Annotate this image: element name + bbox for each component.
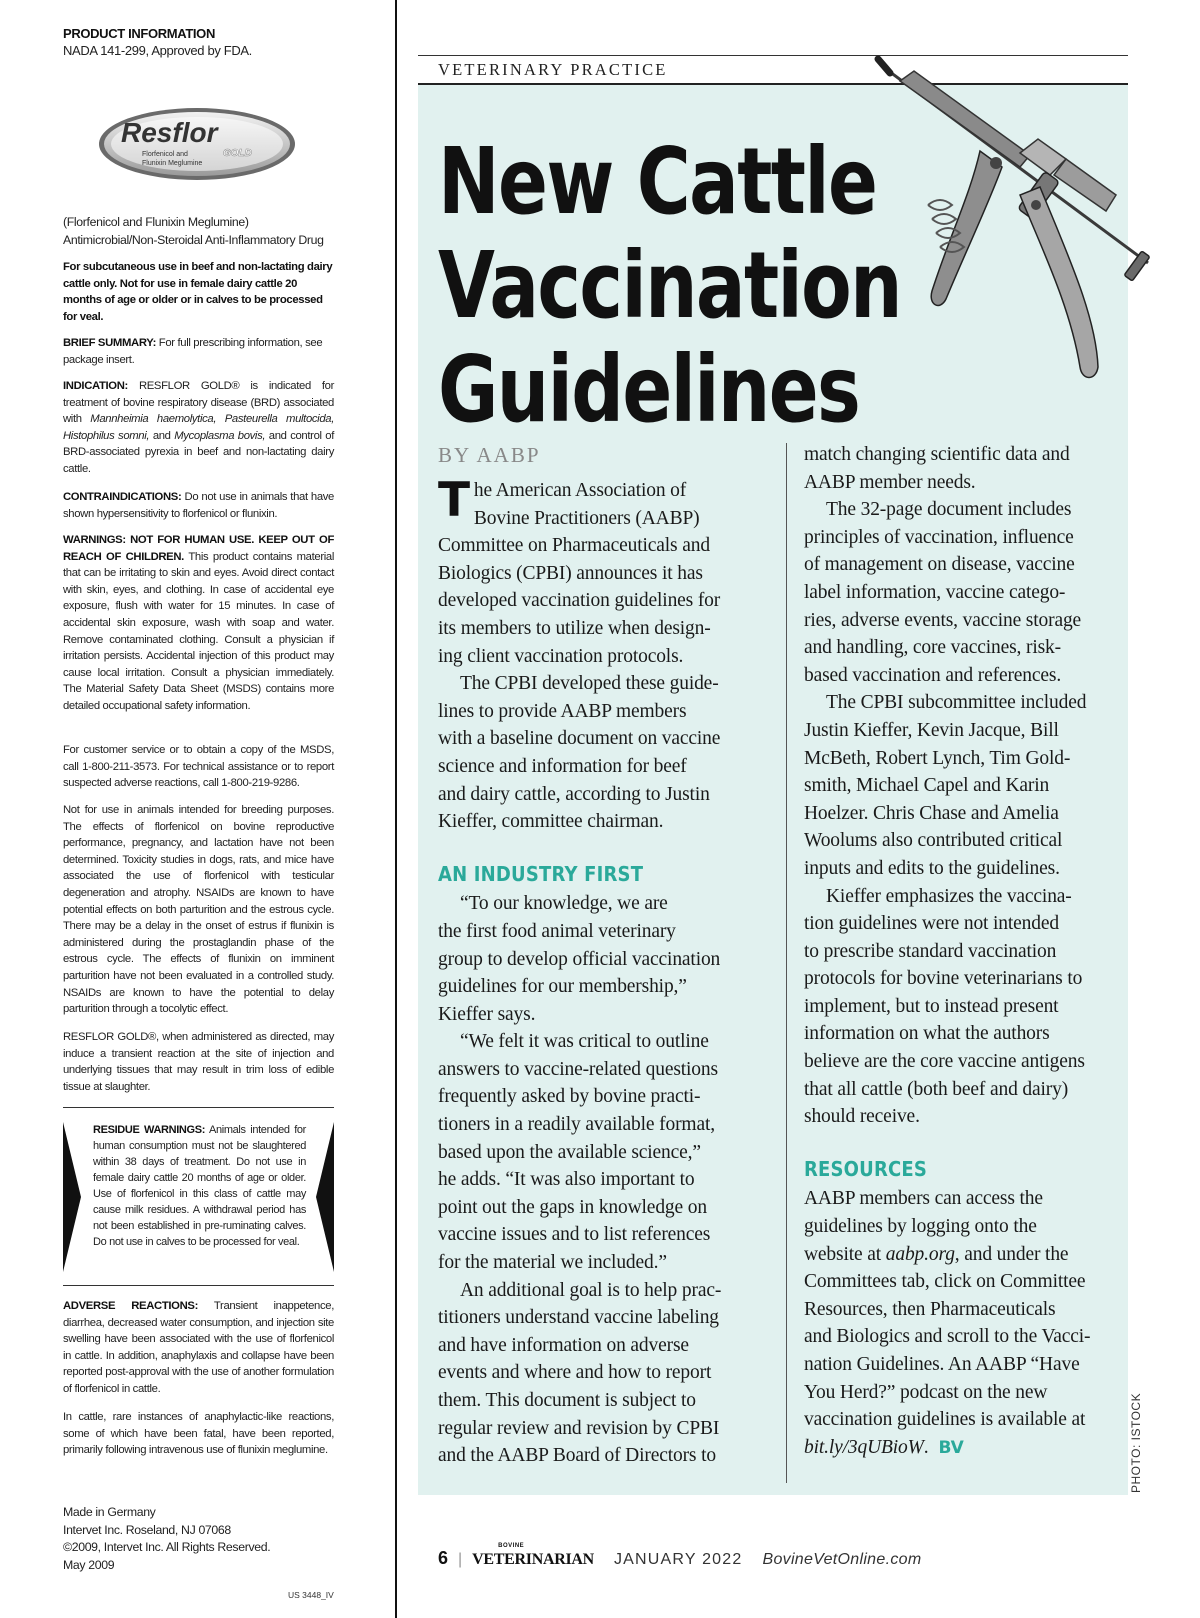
body-line: McBeth, Robert Lynch, Tim Gold- xyxy=(804,747,1071,769)
body-line: and the AABP Board of Directors to xyxy=(438,1445,716,1467)
anaphylactic-reactions-text: In cattle, rare instances of anaphylactic-like reactions, some of which have been fatal, have been reported, primarily following intravenous use of flunixin meglumine. xyxy=(63,1411,334,1457)
body-line: developed vaccination guidelines for xyxy=(438,590,721,612)
subcutaneous-use-note: For subcutaneous use in beef and non-lactating dairy cattle only. Not for use in female dairy cattle 20 months of age or older or in calves to be processed for veal. xyxy=(63,261,333,323)
column-divider xyxy=(395,0,397,1618)
body-line: ing client vaccination protocols. xyxy=(438,645,684,667)
brief-summary: BRIEF SUMMARY: For full prescribing information, see package insert. xyxy=(63,337,323,366)
body-line: events and where and how to report xyxy=(438,1362,712,1384)
body-line: protocols for bovine veterinarians to xyxy=(804,968,1083,990)
contraindications-text: CONTRAINDICATIONS: Do not use in animals that have shown hypersensitivity to florfenicol or flunixin. xyxy=(63,491,334,520)
body-line: information on what the authors xyxy=(804,1023,1050,1045)
body-line: principles of vaccination, influence xyxy=(804,526,1074,548)
body-line: Kieffer says. xyxy=(438,1003,536,1025)
residue-warnings-box xyxy=(63,1107,334,1286)
page-number: 6 xyxy=(438,1548,449,1568)
svg-text:Florfenicol and: Florfenicol and xyxy=(142,151,188,158)
left-arrow-decoration xyxy=(63,1122,81,1272)
warnings-text: WARNINGS: NOT FOR HUMAN USE. KEEP OUT OF REACH OF CHILDREN. This product contains material that can be irritating to skin and eyes. Avoid direct contact with skin, eyes, and clothing. In case of accidental eye exposure, flush with water for 15 minutes. In case of accidental skin exposure, wash with soap and water. Remove contaminated clothing. Consult a physician if irritation persists. Accidental injection of this product may cause local irritation. Consult a physician immediately. The Material Safety Data Sheet (MSDS) contains more detailed occupational safety information. xyxy=(63,534,334,712)
right-arrow-decoration xyxy=(316,1122,334,1272)
body-line: its members to utilize when design- xyxy=(438,617,711,639)
body-line: guidelines for our membership,” xyxy=(438,976,687,998)
headline-line-3: Guidelines xyxy=(438,336,860,443)
body-line: You Herd?” podcast on the new xyxy=(804,1381,1048,1403)
body-line: them. This document is subject to xyxy=(438,1390,696,1411)
syringe-photo xyxy=(870,55,1190,415)
body-line: label information, vaccine catego- xyxy=(804,581,1066,603)
body-line: vaccination guidelines is available at xyxy=(804,1409,1086,1431)
end-mark: BV xyxy=(938,1437,964,1458)
body-line: Resources, then Pharmaceuticals xyxy=(804,1298,1056,1320)
subhead-industry-first: AN INDUSTRY FIRST xyxy=(438,861,644,886)
section-kicker: VETERINARY PRACTICE xyxy=(438,60,668,79)
product-info-header: PRODUCT INFORMATION NADA 141-299, Approved by FDA. xyxy=(63,26,252,58)
body-line: based upon the available science,” xyxy=(438,1141,701,1163)
body-line: The 32-page document includes xyxy=(826,499,1072,521)
indication-text: INDICATION: RESFLOR GOLD® is indicated for treatment of bovine respiratory disease (BRD) associated with Mannheimia haemolytica, Pasteurella multocida, Histophilus somni, and Mycoplasma bovis, and control of BRD-associated pyrexia in beef and non-lactating dairy cattle. xyxy=(63,380,334,475)
body-line: believe are the core vaccine antigens xyxy=(804,1051,1085,1073)
body-line: to prescribe standard vaccination xyxy=(804,940,1057,962)
body-line: and Biologics and scroll to the Vacci- xyxy=(804,1326,1091,1348)
body-line: “We felt it was critical to outline xyxy=(460,1031,709,1053)
svg-text:GOLD: GOLD xyxy=(223,148,252,159)
headline-line-1: New Cattle xyxy=(438,128,877,235)
body-line: vaccine issues and to list references xyxy=(438,1224,711,1246)
body-line: of management on disease, vaccine xyxy=(804,554,1075,576)
resflor-gold-logo xyxy=(95,104,300,184)
body-line: based vaccination and references. xyxy=(804,664,1062,686)
breeding-warning-text: Not for use in animals intended for breeding purposes. The effects of florfenicol on bovine reproductive performance, pregnancy, and lactation have not been determined. Toxicity studies in dogs, rats, and mice have associated the use of florfenicol with testicular degeneration and atrophy. NSAIDs are known to have potential effects on both parturition and the estrous cycle. There may be a delay in the onset of estrus if flunixin is administered during the prostaglandin phase of the estrous cycle. The effects of flunixin on imminent parturition have not been evaluated in a controlled study. NSAIDs are known to have the potential to delay parturition through a tocolytic effect. xyxy=(63,804,334,1016)
body-line: and handling, core vaccines, risk- xyxy=(804,637,1061,659)
body-line: Committee on Pharmaceuticals and xyxy=(438,535,710,557)
body-line: tioners in a readily available format, xyxy=(438,1114,715,1136)
body-line: and have information on adverse xyxy=(438,1334,689,1356)
body-line: AABP member needs. xyxy=(804,471,976,493)
body-line: titioners understand vaccine labeling xyxy=(438,1307,719,1329)
body-line: Hoelzer. Chris Chase and Amelia xyxy=(804,802,1059,824)
website-link[interactable]: BovineVetOnline.com xyxy=(762,1551,922,1568)
body-line: frequently asked by bovine practi- xyxy=(438,1086,701,1108)
body-line: that all cattle (both beef and dairy) xyxy=(804,1078,1069,1100)
body-line: with a baseline document on vaccine xyxy=(438,728,721,750)
body-line: point out the gaps in knowledge on xyxy=(438,1196,707,1218)
article-column-1 xyxy=(438,473,783,1470)
body-line: Kieffer emphasizes the vaccina- xyxy=(826,885,1072,907)
body-line: nation Guidelines. An AABP “Have xyxy=(804,1354,1080,1375)
headline-line-2: Vaccination xyxy=(438,232,901,339)
masthead-logo: BOVINE VETERINARIAN xyxy=(472,1543,594,1568)
body-line: smith, Michael Capel and Karin xyxy=(804,775,1050,797)
body-line: group to develop official vaccination xyxy=(438,948,721,970)
subhead-resources: RESOURCES xyxy=(804,1156,927,1181)
page-footer xyxy=(438,1543,922,1569)
body-line: guidelines by logging onto the xyxy=(804,1216,1037,1238)
body-line: regular review and revision by CPBI xyxy=(438,1417,720,1439)
document-code: US 3448_IV xyxy=(288,1590,334,1600)
body-line: “To our knowledge, we are xyxy=(460,893,668,915)
body-line: tion guidelines were not intended xyxy=(804,913,1059,935)
body-line: ries, adverse events, vaccine storage xyxy=(804,609,1082,631)
body-line: Bovine Practitioners (AABP) xyxy=(473,507,700,529)
headline xyxy=(438,130,901,442)
body-line: Committees tab, click on Committee xyxy=(804,1271,1086,1293)
body-line: implement, but to instead present xyxy=(804,995,1059,1017)
manufacturer-info: Made in Germany Intervet Inc. Roseland, NJ 07068 ©2009, Intervet Inc. All Rights Reserved. May 2009 xyxy=(63,1505,271,1572)
aabp-link[interactable]: aabp.org xyxy=(885,1243,955,1265)
body-line: AABP members can access the xyxy=(804,1188,1043,1210)
article-column-2 xyxy=(804,441,1124,1462)
body-line: he American Association of xyxy=(473,480,687,501)
svg-text:Resflor: Resflor xyxy=(121,117,218,148)
body-line: Justin Kieffer, Kevin Jacque, Bill xyxy=(804,719,1059,741)
adverse-reactions-text: ADVERSE REACTIONS: Transient inappetence, diarrhea, decreased water consumption, and injection site swelling have been associated with the use of florfenicol in cattle. In addition, anaphylaxis and collapse have been reported post-approval with the use of another formulation of florfenicol in cattle. xyxy=(63,1300,334,1395)
body-line: match changing scientific data and xyxy=(804,444,1070,465)
body-line: lines to provide AABP members xyxy=(438,700,687,722)
residue-warnings-text: RESIDUE WARNINGS: Animals intended for human consumption must not be slaughtered within 38 days of treatment. Do not use in female dairy cattle 20 months of age or older. Use of florfenicol in this class of cattle may cause milk residues. A withdrawal period has not been established in pre-ruminating calves. Do not use in calves to be processed for veal. xyxy=(93,1124,306,1248)
body-line: answers to vaccine-related questions xyxy=(438,1058,718,1080)
product-information-column xyxy=(0,0,396,1618)
final-line: bit.ly/3qUBioW. BV xyxy=(804,1436,964,1458)
body-line: for the material we included.” xyxy=(438,1252,667,1274)
footer-separator: | xyxy=(458,1551,463,1568)
photo-credit: PHOTO: ISTOCK xyxy=(1129,1392,1143,1493)
drop-cap: T xyxy=(438,473,470,528)
body-line-with-link: website at aabp.org, and under the xyxy=(804,1243,1069,1265)
body-line: should receive. xyxy=(804,1106,920,1128)
byline: BY AABP xyxy=(438,443,541,467)
issue-date: JANUARY 2022 xyxy=(613,1551,743,1568)
body-line: The CPBI subcommittee included xyxy=(826,692,1087,714)
body-line: Biologics (CPBI) announces it has xyxy=(438,562,703,584)
body-line: Woolums also contributed critical xyxy=(804,830,1063,852)
body-line: he adds. “It was also important to xyxy=(438,1169,695,1191)
body-line: Kieffer, committee chairman. xyxy=(438,811,664,833)
body-line: and dairy cattle, according to Justin xyxy=(438,783,710,805)
body-line: science and information for beef xyxy=(438,755,687,777)
column-rule xyxy=(786,443,787,1483)
body-line: An additional goal is to help prac- xyxy=(460,1279,722,1301)
body-line: inputs and edits to the guidelines. xyxy=(804,857,1060,879)
svg-text:Flunixin Meglumine: Flunixin Meglumine xyxy=(142,160,203,167)
body-line: the first food animal veterinary xyxy=(438,920,676,942)
body-line: The CPBI developed these guide- xyxy=(460,673,719,695)
customer-service-text: For customer service or to obtain a copy of the MSDS, call 1-800-211-3573. For technical assistance or to report suspected adverse reactions, call 1-800-219-9286. xyxy=(63,744,334,790)
drug-name: (Florfenicol and Flunixin Meglumine) Antimicrobial/Non-Steroidal Anti-Inflammatory Drug xyxy=(63,215,324,247)
podcast-link[interactable]: bit.ly/3qUBioW xyxy=(804,1436,924,1458)
injection-site-note: RESFLOR GOLD®, when administered as directed, may induce a transient reaction at the site of injection and underlying tissues that may result in trim loss of edible tissue at slaughter. xyxy=(63,1031,334,1093)
